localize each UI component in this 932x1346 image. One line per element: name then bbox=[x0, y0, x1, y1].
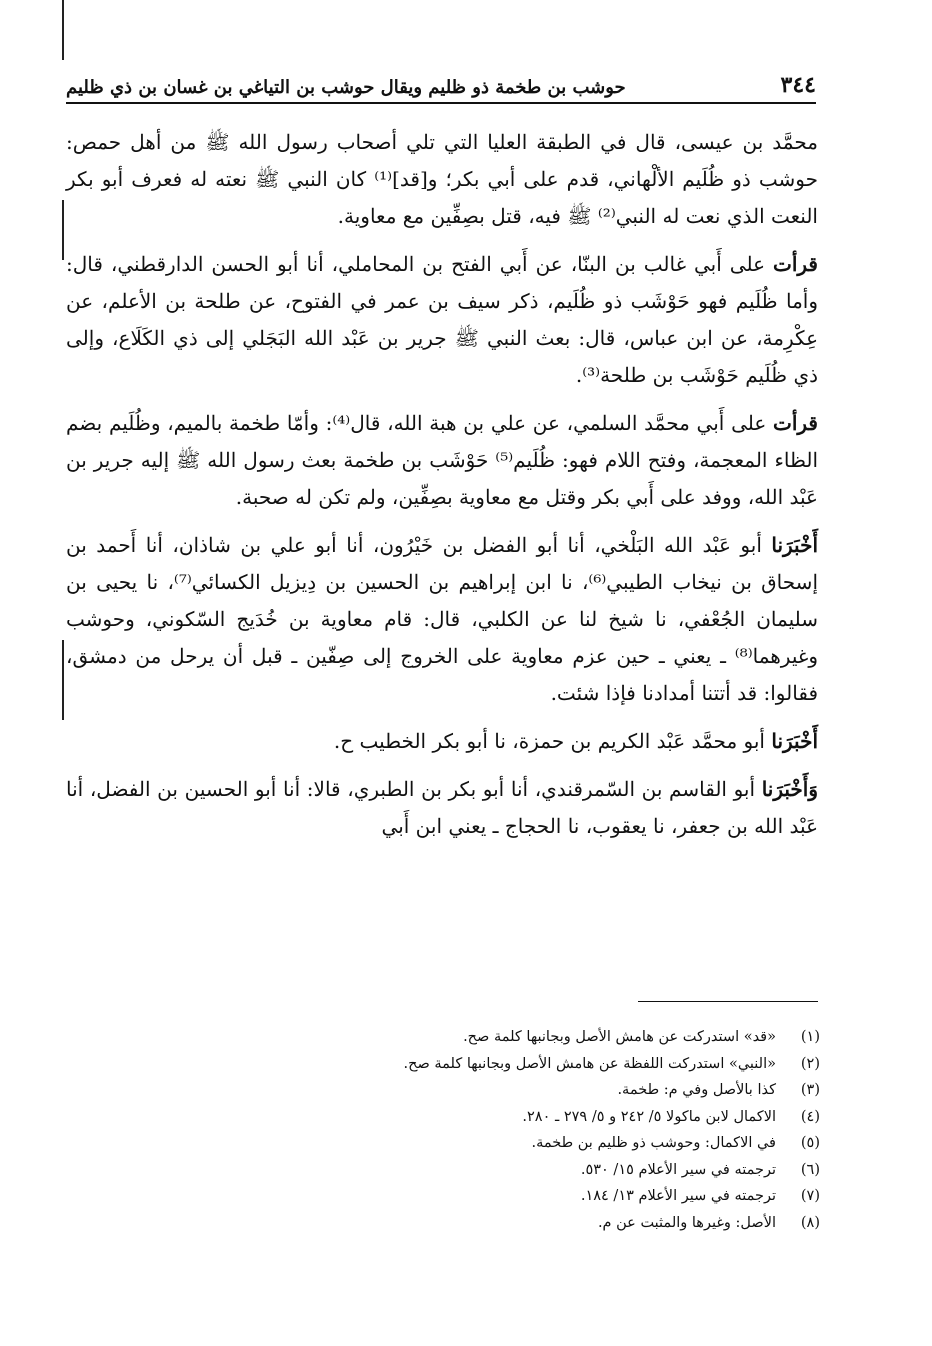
page-edge-line bbox=[62, 0, 64, 60]
paragraph: أَخْبَرَنا أبو محمَّد عَبْد الكريم بن حمزة، نا أبو بكر الخطيب ح. bbox=[333, 729, 818, 753]
keyword: وَأَخْبَرَنا bbox=[761, 777, 818, 801]
running-header bbox=[66, 62, 816, 104]
keyword: أَخْبَرَنا bbox=[771, 729, 818, 753]
footnote: (٧) ترجمته في سير الأعلام ١٣/ ١٨٤. bbox=[580, 1188, 820, 1204]
footnote: (٦) ترجمته في سير الأعلام ١٥/ ٥٣٠. bbox=[580, 1161, 820, 1178]
footnote: (٤) الاكمال لابن ماكولا ٥/ ٢٤٢ و ٥/ ٢٧٩ ـ ٢٨٠. bbox=[522, 1108, 820, 1125]
main-text bbox=[66, 124, 818, 856]
paragraph: محمَّد بن عيسى، قال في الطبقة العليا التي تلي أصحاب رسول الله ﷺ من أهل حمص: حوشب ذو ظُلَيم الألْهاني، قدم على أبي بكر؛ و[قد]⁽¹⁾ كان النبي ﷺ نعته له فعرف أبو بكر النعت الذي نعت له النبي⁽²⁾ ﷺ فيه، قتل بصِفِّين مع معاوية. bbox=[66, 130, 818, 228]
keyword: قرأت bbox=[773, 411, 818, 435]
keyword: قرأت bbox=[773, 252, 818, 276]
paragraph: أَخْبَرَنا أبو عَبْد الله البَلْخي، أنا أبو الفضل بن خَيْرُون، أنا أبو علي بن شاذان، أنا أَحمد بن إسحاق بن نيخاب الطيبي⁽⁶⁾، نا ابن إبراهيم بن الحسين بن دِيزيل الكسائي⁽⁷⁾، نا يحيى بن سليمان الجُعْفي، نا شيخ لنا عن الكلبي، قال: قام معاوية بن خُدَيج السّكوني، وحوشب وغيرهما⁽⁸⁾ ـ يعني ـ حين عزم معاوية على الخروج إلى صِفّين ـ قبل أن يرحل من دمشق، فقالوا: قد أتتنا أمدادنا فإذا شئت. bbox=[66, 533, 819, 705]
footnotes bbox=[300, 1024, 820, 1236]
footnote: (٣) كذا بالأصل وفي م: طخمة. bbox=[617, 1082, 820, 1098]
paragraph: وَأَخْبَرَنا أبو القاسم بن السّمرقندي، أنا أبو بكر بن الطبري، قالا: أنا أبو الحسين بن الفضل، أنا عَبْد الله بن جعفر، نا يعقوب، نا الحجاج ـ يعني ابن أَبي bbox=[66, 777, 818, 838]
footnote: (١) «قد» استدركت عن هامش الأصل وبجانبها كلمة صح. bbox=[463, 1029, 820, 1045]
page-edge-line bbox=[62, 640, 64, 720]
footnote-separator bbox=[638, 1001, 818, 1002]
footnote: (٨) الأصل: وغيرها والمثبت عن م. bbox=[597, 1214, 820, 1231]
page-number: ٣٤٤ bbox=[780, 72, 816, 98]
footnote: (٢) «النبي» استدركت اللفظة عن هامش الأصل وبجانبها كلمة صح. bbox=[403, 1055, 820, 1072]
paragraph: قرأت على أَبي غالب بن البنّا، عن أَبي الفتح بن المحاملي، أنا أبو الحسن الدارقطني، قال: وأما ظُلَيم فهو حَوْشَب ذو ظُلَيم، ذكر سيف بن عمر في الفتوح، عن طلحة بن الأعلم، عن عِكْرِمة، عن ابن عباس، قال: بعث النبي ﷺ جرير بن عَبْد الله البَجَلي إلى ذي الكَلَاع، وإلى ذي ظُلَيم حَوْشَب بن طلحة⁽³⁾. bbox=[66, 252, 818, 387]
footnote: (٥) في الاكمال: وحوشب ذو ظليم بن طخمة. bbox=[531, 1135, 820, 1151]
paragraph: قرأت على أَبي محمَّد السلمي، عن علي بن هبة الله، قال⁽⁴⁾: وأمّا طخمة بالميم، وظُلَيم بضم الظاء المعجمة، وفتح اللام فهو: ظُلَيم⁽⁵⁾ حَوْشَب بن طخمة بعث رسول الله ﷺ إليه جرير بن عَبْد الله، ووفد على أَبي بكر وقتل مع معاوية بصِفِّين، ولم تكن له صحبة. bbox=[66, 411, 819, 509]
running-title: حوشب بن طخمة ذو ظليم ويقال حوشب بن التياغي بن غسان بن ذي ظليم bbox=[66, 77, 626, 98]
page-edge-line bbox=[62, 200, 64, 260]
keyword: أَخْبَرَنا bbox=[771, 533, 818, 557]
